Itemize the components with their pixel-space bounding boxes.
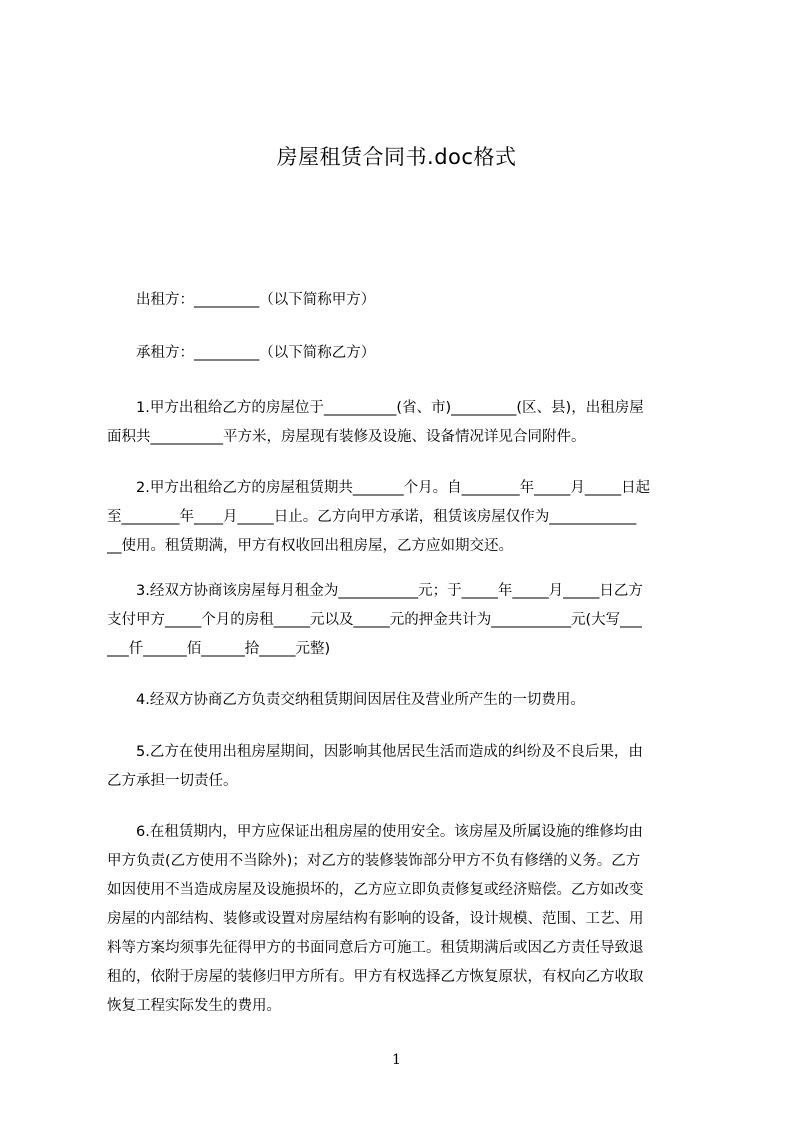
clause-line: 甲方负责(乙方使用不当除外)；对乙方的装修装饰部分甲方不负有修缮的义务。乙方: [107, 853, 641, 869]
document-title: 房屋租赁合同书.doc格式: [276, 145, 517, 169]
clause-5: [107, 738, 709, 796]
clause-line: 3.经双方协商该房屋每月租金为___________元；于_____年_____月_____日乙方: [136, 583, 643, 599]
clause-line: 料等方案均须事先征得甲方的书面同意后方可施工。租赁期满后或因乙方责任导致退: [107, 940, 644, 956]
clause-line: 2.甲方出租给乙方的房屋租赁期共_______个月。自________年_____月_____日起: [136, 480, 651, 496]
lessor-line: [107, 286, 709, 315]
clause-line: ___仟______佰______拾_____元整): [107, 641, 331, 657]
clause-line: 乙方承担一切责任。: [107, 773, 238, 789]
clause-line: 如因使用不当造成房屋及设施损坏的，乙方应立即负责修复或经济赔偿。乙方如改变: [107, 882, 644, 898]
lessee-text: 承租方：_________（以下简称乙方）: [136, 345, 376, 361]
clause-line: 5.乙方在使用出租房屋期间，因影响其他居民生活而造成的纠纷及不良后果，由: [136, 744, 643, 760]
page-number: 1: [392, 1052, 401, 1068]
clause-line: 至________年____月_____日止。乙方向甲方承诺，租赁该房屋仅作为____________: [107, 509, 637, 525]
lessor-text: 出租方：_________（以下简称甲方）: [136, 292, 376, 308]
clause-line: 房屋的内部结构、装修或设置对房屋结构有影响的设备，设计规模、范围、工艺、用: [107, 911, 644, 927]
clause-6: [107, 818, 709, 1021]
clause-line: 租的，依附于房屋的装修归甲方所有。甲方有权选择乙方恢复原状，有权向乙方收取: [107, 969, 644, 985]
lessee-line: [107, 339, 709, 368]
clause-line: 6.在租赁期内，甲方应保证出租房屋的使用安全。该房屋及所属设施的维修均由: [136, 824, 643, 840]
clause-line: 恢复工程实际发生的费用。: [107, 998, 281, 1014]
clause-line: __使用。租赁期满，甲方有权收回出租房屋，乙方应如期交还。: [107, 538, 513, 554]
clause-line: 1.甲方出租给乙方的房屋位于__________(省、市)_________(区、县)，出租房屋: [136, 400, 644, 416]
clause-2: [107, 474, 709, 561]
clause-line: 4.经双方协商乙方负责交纳租赁期间因居住及营业所产生的一切费用。: [136, 692, 585, 708]
clause-1: [107, 394, 709, 452]
clause-line: 支付甲方_____个月的房租_____元以及_____元的押金共计为___________元(大写___: [107, 612, 642, 628]
clause-line: 面积共__________平方米，房屋现有装修及设施、设备情况详见合同附件。: [107, 429, 586, 445]
clause-3: [107, 577, 709, 664]
clause-4: [107, 686, 709, 715]
